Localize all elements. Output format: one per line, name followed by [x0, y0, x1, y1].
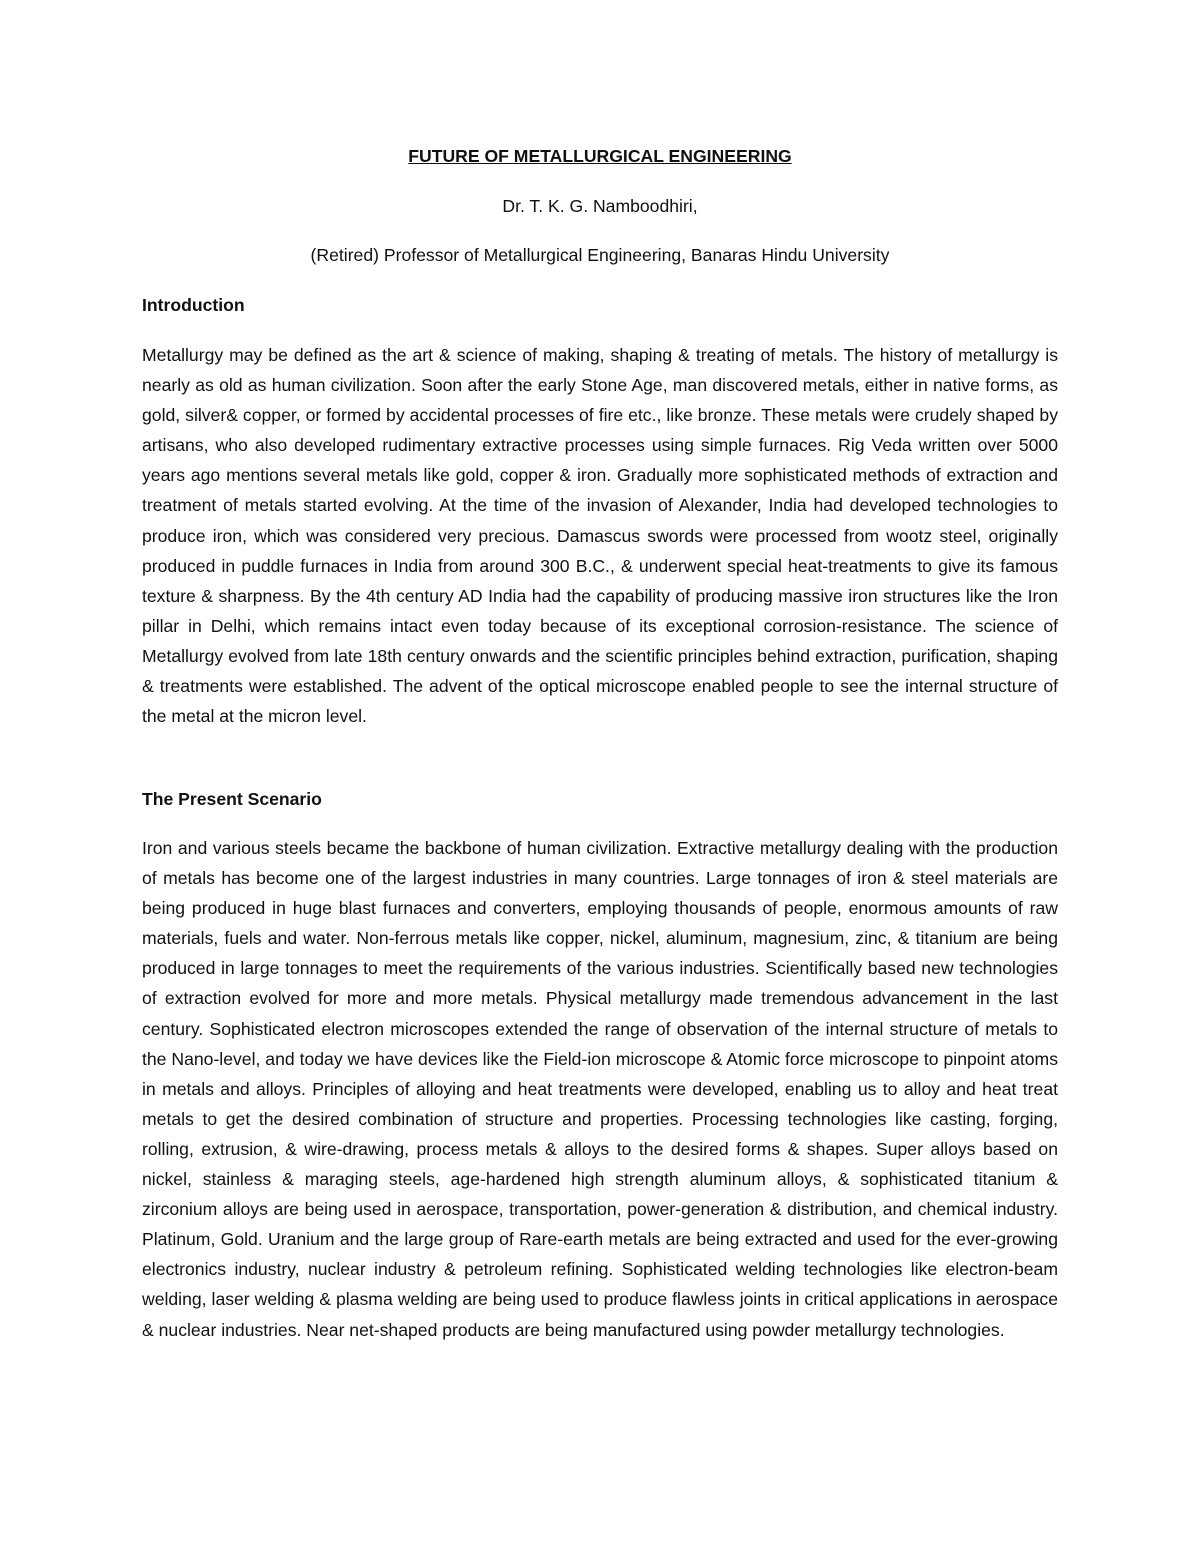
section-heading-introduction: Introduction — [142, 295, 245, 315]
document-title: FUTURE OF METALLURGICAL ENGINEERING — [408, 146, 792, 166]
section-body-present-scenario: Iron and various steels became the backbone of human civilization. Extractive metallurgy dealing with the production of metals has become one of the largest industries in many countries. Large tonnages of iron & steel materials are being produced in huge blast furnaces and converters, employing thousands of people, enormous amounts of raw materials, fuels and water. Non-ferrous metals like copper, nickel, aluminum, magnesium, zinc, & titanium are being produced in large tonnages to meet the requirements of the various industries. Scientifically based new technologies of extraction evolved for more and more metals. Physical metallurgy made tremendous advancement in the last century. Sophisticated electron microscopes extended the range of observation of the internal structure of metals to the Nano-level, and today we have devices like the Field-ion microscope & Atomic force microscope to pinpoint atoms in metals and alloys. Principles of alloying and heat treatments were developed, enabling us to alloy and heat treat metals to get the desired combination of structure and properties. Processing technologies like casting, forging, rolling, extrusion, & wire-drawing, process metals & alloys to the desired forms & shapes. Super alloys based on nickel, stainless & maraging steels, age-hardened high strength aluminum alloys, & sophisticated titanium & zirconium alloys are being used in aerospace, transportation, power-generation & distribution, and chemical industry. Platinum, Gold. Uranium and the large group of Rare-earth metals are being extracted and used for the ever-growing electronics industry, nuclear industry & petroleum refining. Sophisticated welding technologies like electron-beam welding, laser welding & plasma welding are being used to produce flawless joints in critical applications in aerospace & nuclear industries. Near net-shaped products are being manufactured using powder metallurgy technologies. — [142, 838, 1058, 1340]
section-body-introduction: Metallurgy may be defined as the art & science of making, shaping & treating of metals. The history of metallurgy is nearly as old as human civilization. Soon after the early Stone Age, man discovered metals, either in native forms, as gold, silver& copper, or formed by accidental processes of fire etc., like bronze. These metals were crudely shaped by artisans, who also developed rudimentary extractive processes using simple furnaces. Rig Veda written over 5000 years ago mentions several metals like gold, copper & iron. Gradually more sophisticated methods of extraction and treatment of metals started evolving. At the time of the invasion of Alexander, India had developed technologies to produce iron, which was considered very precious. Damascus swords were processed from wootz steel, originally produced in puddle furnaces in India from around 300 B.C., & underwent special heat-treatments to give its famous texture & sharpness. By the 4th century AD India had the capability of producing massive iron structures like the Iron pillar in Delhi, which remains intact even today because of its exceptional corrosion-resistance. The science of Metallurgy evolved from late 18th century onwards and the scientific principles behind extraction, purification, shaping & treatments were established. The advent of the optical microscope enabled people to see the internal structure of the metal at the micron level. — [142, 345, 1058, 727]
author-name: Dr. T. K. G. Namboodhiri, — [502, 196, 698, 216]
section-heading-present-scenario: The Present Scenario — [142, 789, 322, 809]
author-affiliation: (Retired) Professor of Metallurgical Engineering, Banaras Hindu University — [310, 245, 890, 265]
